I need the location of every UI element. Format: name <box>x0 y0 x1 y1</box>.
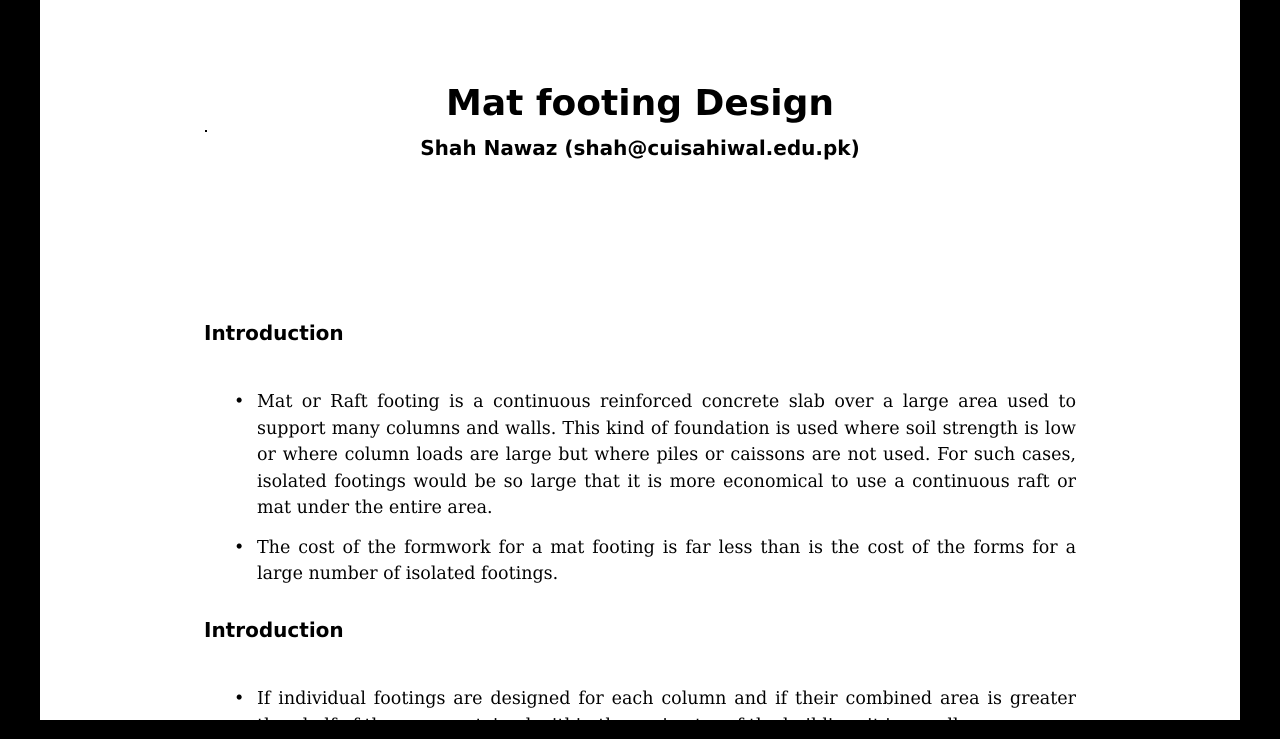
bullet-item <box>204 535 1076 588</box>
section-introduction-1 <box>204 319 1076 588</box>
section-introduction-2 <box>204 616 1076 739</box>
author-line: Shah Nawaz (shah@cuisahiwal.edu.pk) <box>420 136 860 160</box>
bullet-text: Mat or Raft footing is a continuous reinforced concrete slab over a large area used to support many columns and walls. This kind of foundation is used where soil strength is low or where column loads are large but where piles or caissons are not used. For such cases, isolated footings would be so large that it is more economical to use a continuous raft or mat under the entire area. <box>257 392 1076 518</box>
bullet-list <box>204 389 1076 588</box>
document-page <box>40 0 1240 736</box>
bullet-icon: • <box>234 537 245 558</box>
bullet-list <box>204 686 1076 739</box>
section-heading: Introduction <box>204 618 344 642</box>
bullet-icon: • <box>234 392 245 412</box>
bullet-icon: • <box>234 689 245 709</box>
bullet-text: If individual footings are designed for each column and if their combined area is greater than half of the area contained within the perimeter of the building, it is usually more <box>257 689 1076 736</box>
bullet-item <box>204 389 1076 522</box>
page-title: Mat footing Design <box>446 83 834 124</box>
section-heading: Introduction <box>204 321 344 345</box>
bullet-text: The cost of the formwork for a mat footing is far less than is the cost of the forms for a large number of isolated footings. <box>257 537 1076 584</box>
bullet-item <box>204 686 1076 739</box>
stray-dot <box>205 130 207 132</box>
